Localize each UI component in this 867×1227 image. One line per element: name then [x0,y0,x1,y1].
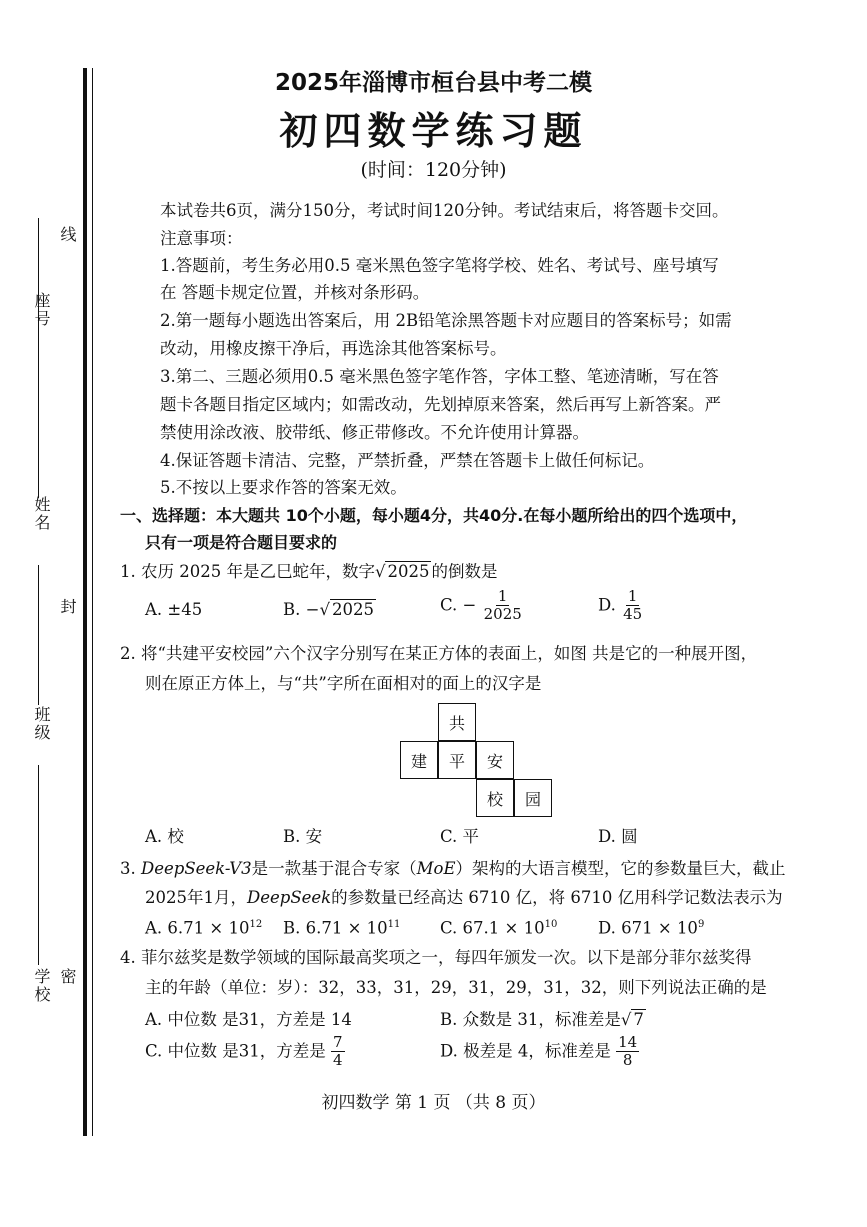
net-cell: 共 [438,703,476,741]
q4-option-d: D. 极差是 4，标准差是 $\frac{14}{8}$ [440,1033,638,1070]
fraction: $\frac{1}{2025}$ [483,587,522,624]
sqrt-symbol: √ [319,600,330,619]
q3-option-d: D. $671 \times 10^9$ [598,918,705,938]
q4-option-c: C. 中位数 是31，方差是 $\frac{7}{4}$ [145,1033,343,1070]
intro-text: 本试卷共6页，满分150分，考试时间120分钟。考试结束后，将答题卡交回。 [160,201,729,220]
sqrt-symbol: √ [374,562,386,581]
q1-option-b: B. −√ 2025 [283,600,374,619]
q1-option-d: D. $\frac{1}{45}$ [598,587,643,624]
class-underline [38,565,39,705]
q4-option-b: B. 众数是 31，标准差是√ 7 [440,1010,644,1029]
exam-subtitle: 2025年淄博市桓台县中考二模 [274,70,592,96]
seal-char-feng: 封 [58,598,77,616]
net-cell: 安 [476,741,514,779]
sqrt-symbol: √ [620,1010,632,1029]
net-cell: 校 [476,779,514,817]
note-line: 5.不按以上要求作答的答案无效。 [160,478,407,497]
q3-option-c: C. $67.1 \times 10^{10}$ [440,918,558,938]
q1-option-a: A. ±45 [145,600,203,619]
seal-char-mi: 密 [58,968,77,986]
section-heading-cont: 只有一项是符合题目要求的 [145,533,338,552]
q2-option-b: B. 安 [283,827,323,846]
q2-option-c: C. 平 [440,827,480,846]
fraction: $\frac{14}{8}$ [618,1033,638,1070]
note-line: 改动，用橡皮擦干净后，再选涂其他答案标号。 [160,339,507,358]
q2-option-d: D. 圆 [598,827,638,846]
seat-label: 座号 [32,292,51,328]
note-line: 2.第一题每小题选出答案后，用 2B铅笔涂黑答题卡对应题目的答案标号；如需 [160,311,732,330]
fraction: $\frac{7}{4}$ [333,1033,343,1070]
fraction: $\frac{1}{45}$ [623,587,643,624]
section-heading: 一、选择题：本大题共 10个小题，每小题4分，共40分.在每小题所给出的四个选项中， [120,506,748,525]
question-4-stem: 4. 菲尔兹奖是数学领域的国际最高奖项之一，每四年颁发一次。以下是部分菲尔兹奖得 [120,948,752,967]
question-1-stem: 1. 农历 2025 年是乙巳蛇年，数字√ 2025 的倒数是 [120,562,498,581]
name-underline [38,368,39,498]
question-3-stem: 3. DeepSeek-V3是一款基于混合专家（MoE）架构的大语言模型，它的参数量巨大，截止 [120,859,786,878]
question-3-stem-cont: 2025年1月，DeepSeek的参数量已经高达 6710 亿，将 6710 亿用科学记数法表示为 [145,888,783,907]
q3-option-a: A. $6.71 \times 10^{12}$ [145,918,263,938]
note-line: 3.第二、三题必须用0.5 毫米黑色签字笔作答，字体工整、笔迹清晰，写在答 [160,367,719,386]
binding-line-thin [92,68,93,1136]
note-line: 4.保证答题卡清洁、完整，严禁折叠，严禁在答题卡上做任何标记。 [160,451,655,470]
note-line: 1.答题前，考生务必用0.5 毫米黑色签字笔将学校、姓名、考试号、座号填写 [160,256,719,275]
exam-time: (时间：120分钟) [360,159,507,181]
binding-line-thick [83,68,87,1136]
note-line: 题卡各题目指定区域内；如需改动，先划掉原来答案，然后再写上新答案。严 [160,395,721,414]
net-cell: 园 [514,779,552,817]
school-underline [38,765,39,965]
note-line: 禁使用涂改液、胶带纸、修正带修改。不允许使用计算器。 [160,423,589,442]
school-label: 学校 [32,968,51,1004]
q4-option-a: A. 中位数 是31，方差是 14 [145,1010,352,1029]
name-label: 姓名 [32,496,51,532]
net-cell: 建 [400,741,438,779]
q3-option-b: B. $6.71 \times 10^{11}$ [283,918,401,938]
note-line: 在 答题卡规定位置，并核对条形码。 [160,283,430,302]
page-footer: 初四数学 第 1 页 （共 8 页） [321,1093,546,1113]
question-2-stem-cont: 则在原正方体上，与“共”字所在面相对的面上的汉字是 [145,674,542,693]
class-label: 班级 [32,706,51,742]
seal-char-line: 线 [58,226,77,244]
notes-title: 注意事项： [160,229,243,248]
q2-option-a: A. 校 [145,827,184,846]
question-4-stem-cont: 主的年龄（单位：岁）：32，33，31，29，31，29，31，32，则下列说法正确的是 [145,978,767,997]
question-2-stem: 2. 将“共建平安校园”六个汉字分别写在某正方体的表面上，如图 共是它的一种展开图， [120,644,758,663]
exam-title: 初四数学练习题 [279,108,588,153]
q1-option-c: C. − $\frac{1}{2025}$ [440,587,522,624]
net-cell: 平 [438,741,476,779]
